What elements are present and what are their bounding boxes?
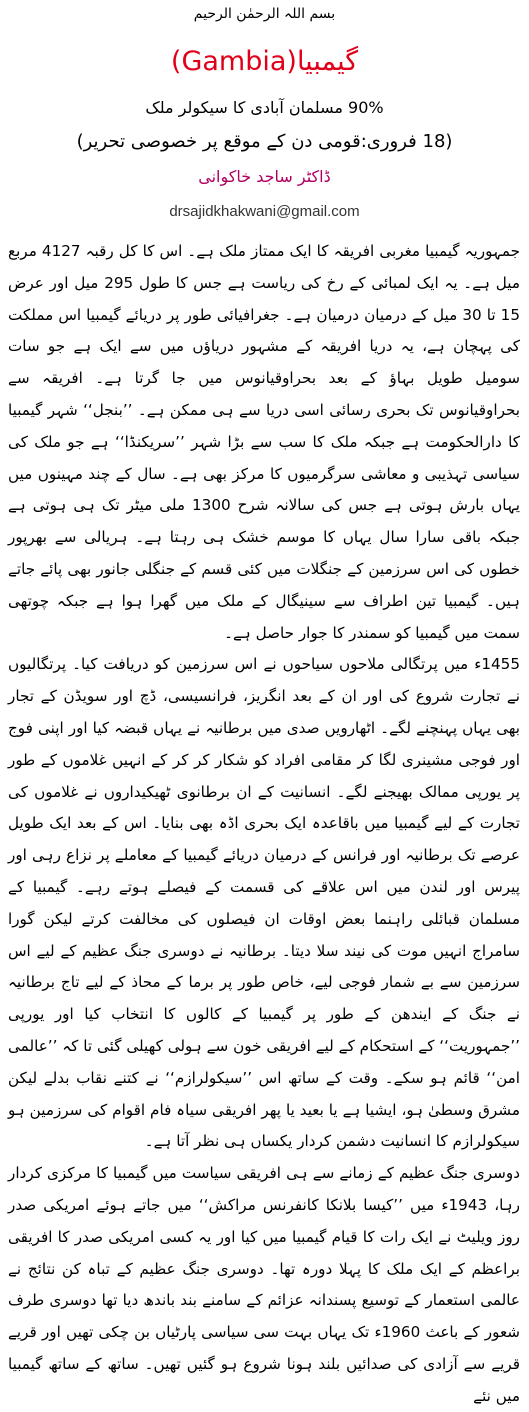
article-body (8, 236, 520, 1405)
article-paragraph: جمہوریہ گیمبیا مغربی افریقہ کا ایک ممتاز ملک ہے۔ اس کا کل رقبہ 4127 مربع میل ہے۔ یہ ایک لمبائی کے رخ کی ریاست ہے جس کا طول 295 میل اور عرض 15 تا 30 میل کے درمیان درمیان ہے۔ جغرافیائی طور پر دریائے گیمبیا اس مملکت کی پہچان ہے، یہ دریا افریقہ کے مشہور دریاؤں میں سے ایک ہے جو سات سومیل طویل بہاؤ کے بعد بحراوقیانوس میں جا گرتا ہے۔ افریقہ سے بحراوقیانوس تک بحری رسائی اسی دریا سے ہی ممکن ہے۔ ’’بنجل‘‘ شہر گیمبیا کا دارالحکومت ہے جبکہ ملک کا سب سے بڑا شہر ’’سریکنڈا‘‘ ہے جو ملک کی سیاسی تہذیبی و معاشی سرگرمیوں کا مرکز بھی ہے۔ سال کے چند مہینوں میں یہاں بارش ہوتی ہے جس کی سالانہ شرح 1300 ملی میٹر تک ہی ہوتی ہے جبکہ باقی سارا سال یہاں کا موسم خشک ہی رہتا ہے۔ ہریالی سے بھرپور خطوں کی اس سرزمین کے جنگلات میں کئی قسم کے جنگلی جانور بھی پائے جاتے ہیں۔ گیمبیا تین اطراف سے سینیگال کے ملک میں گھرا ہوا ہے جبکہ چوتھی سمت میں گیمبیا کو سمندر کا جوار حاصل ہے۔ (8, 242, 520, 642)
author-email: drsajidkhakwani@gmail.com (169, 203, 360, 220)
dateline: (18 فروری:قومی دن کے موقع پر خصوصی تحریر) (76, 131, 453, 152)
subtitle: 90% مسلمان آبادی کا سیکولر ملک (145, 98, 384, 117)
bismillah-heading: بسم اللہ الرحمٰن الرحیم (193, 6, 336, 22)
article-paragraph: 1455ء میں پرتگالی ملاحوں سیاحوں نے اس سرزمین کو دریافت کیا۔ پرتگالیوں نے تجارت شروع کی اور ان کے بعد انگریز، فرانسیسی، ڈچ اور سویڈن کے تجار بھی یہاں پہنچنے لگے۔ اٹھارویں صدی میں برطانیہ نے یہاں قبضہ کیا اور اپنی فوج اور فوجی مشینری لگا کر مقامی افراد کو شکار کر کر کے انہیں غلاموں کے طور پر یورپی ممالک بھیجنے لگے۔ انسانیت کے ان برطانوی ٹھیکیداروں نے غلاموں کی تجارت کے لیے گیمبیا میں باقاعدہ ایک بحری اڈہ بھی بنایا۔ اس کے بعد ایک طویل عرصے تک برطانیہ اور فرانس کے درمیان دریائے گیمبیا کے معاملے پر نزاع رہی اور پیرس اور لندن میں اس علاقے کی قسمت کے فیصلے ہوتے رہے۔ گیمبیا کے مسلمان قبائلی راہنما بعض اوقات ان فیصلوں کی مخالفت کرتے لیکن گورا سامراج انہیں موت کی نیند سلا دیتا۔ برطانیہ نے دوسری جنگ عظیم کے لیے اس سرزمین سے بے شمار فوجی لیے، خاص طور پر برما کے محاذ کے لیے تاج برطانیہ نے جنگ کے ایندھن کے طور پر گیمبیا کے کالوں کا انتخاب کیا اور یورپی ’’جمہوریت‘‘ کے استحکام کے لیے افریقی خون سے ہولی کھیلی گئی تا کہ ’’عالمی امن‘‘ قائم ہو سکے۔ وقت کے ساتھ اس ’’سیکولرازم‘‘ نے کتنے نقاب بدلے لیکن مشرق وسطیٰ ہو، ایشیا ہے یا بعید یا پھر افریقی سیاہ فام اقوام کی سرزمین ہو سیکولرازم کا انسانیت دشمن کردار یکساں ہی نظر آتا ہے۔ (8, 655, 520, 1151)
article-paragraph: دوسری جنگ عظیم کے زمانے سے ہی افریقی سیاست میں گیمبیا کا مرکزی کردار رہا، 1943ء میں ’’کیسا بلانکا کانفرنس مراکش‘‘ میں جاتے ہوئے امریکی صدر روز ویلیٹ نے ایک رات کا قیام گیمبیا میں کیا اور یہ کسی امریکی صدر کا افریقی براعظم کے ایک ملک کا پہلا دورہ تھا۔ دوسری جنگ عظیم کے تباہ کن نتائج نے عالمی استعمار کے توسیع پسندانہ عزائم کے سامنے بند باندھ دیا تھا دوسری طرف شعور کے باعث 1960ء تک یہاں بہت سی سیاسی پارٹیاں بن چکی تھیں اور قریے قریے سے آزادی کی صدائیں بلند ہونا شروع ہو گئیں تھیں۔ ساتھ کے ساتھ گیمبیا میں نئے (8, 1164, 520, 1405)
author-name: ڈاکٹر ساجد خاکوانی (198, 167, 331, 186)
page-title: گیمبیا(Gambia) (170, 46, 359, 77)
